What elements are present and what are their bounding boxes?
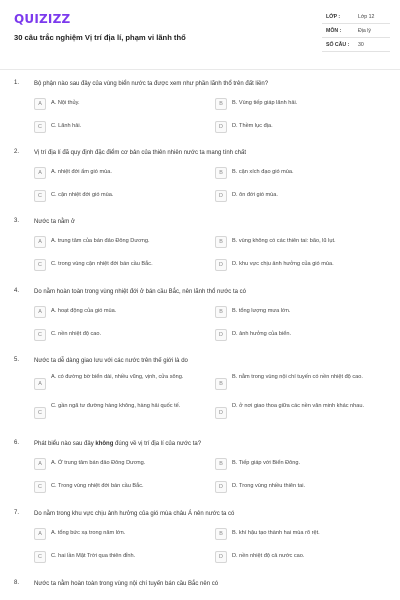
option-text: D. Trong vùng nhiều thiên tai.	[232, 483, 306, 489]
option-a[interactable]	[34, 166, 209, 182]
option-c[interactable]	[34, 120, 209, 136]
option-text: B. khí hậu tạo thành hai mùa rõ rệt.	[232, 530, 320, 536]
option-letter: D	[215, 121, 227, 133]
question-number: 7.	[14, 510, 20, 516]
option-letter: B	[215, 98, 227, 110]
option-letter: D	[215, 407, 227, 419]
option-text: A. Nội thủy.	[51, 100, 80, 106]
option-d[interactable]	[215, 189, 390, 205]
option-text: C. Lãnh hải.	[51, 123, 82, 129]
question-header	[0, 510, 400, 522]
question-number: 1.	[14, 80, 20, 86]
option-letter: C	[34, 551, 46, 563]
question-text: Do nằm trong khu vực chịu ảnh hưởng của gió mùa châu Á nên nước ta có	[34, 511, 235, 517]
option-text: B. Tiếp giáp với Biển Đông.	[232, 460, 301, 466]
option-text: C. nền nhiệt độ cao.	[51, 331, 102, 337]
option-c[interactable]	[34, 258, 209, 274]
option-d[interactable]	[215, 328, 390, 344]
question-number: 3.	[14, 218, 20, 224]
option-letter: B	[215, 306, 227, 318]
question-text: Do nằm hoàn toàn trong vùng nhiệt đới ở bán cầu Bắc, nên lãnh thổ nước ta có	[34, 289, 246, 295]
option-a[interactable]	[34, 372, 209, 396]
option-text: D. Thềm lục địa.	[232, 123, 273, 129]
question-header	[0, 580, 400, 592]
question-number: 6.	[14, 440, 20, 446]
option-letter: C	[34, 259, 46, 271]
option-a[interactable]	[34, 235, 209, 251]
question-header	[0, 288, 400, 300]
question-text: Nước ta nằm hoàn toàn trong vùng nội chí tuyến bán cầu Bắc nên có	[34, 581, 219, 587]
question-text: Vị trí địa lí đã quy định đặc điểm cơ bản của thiên nhiên nước ta mang tính chất	[34, 150, 247, 156]
option-a[interactable]	[34, 305, 209, 321]
header-divider	[0, 69, 400, 70]
option-d[interactable]	[215, 550, 390, 566]
question-text: Nước ta dễ dàng giao lưu với các nước trên thế giới là do	[34, 358, 188, 364]
option-c[interactable]	[34, 401, 209, 425]
option-b[interactable]	[215, 97, 390, 113]
option-letter: D	[215, 190, 227, 202]
page-title: 30 câu trắc nghiệm Vị trí địa lí, phạm vi lãnh thổ	[14, 33, 186, 42]
meta-label: MÔN :	[326, 27, 342, 34]
option-letter: D	[215, 329, 227, 341]
option-letter: B	[215, 236, 227, 248]
option-b[interactable]	[215, 305, 390, 321]
option-text: C. cận nhiệt đới gió mùa.	[51, 192, 114, 198]
question-header	[0, 357, 400, 369]
option-b[interactable]	[215, 235, 390, 251]
option-b[interactable]	[215, 372, 390, 396]
option-text: D. nền nhiệt độ cả nước cao.	[232, 553, 305, 559]
quizizz-logo: QUIZIZZ	[14, 12, 71, 26]
question-header	[0, 440, 400, 452]
option-b[interactable]	[215, 527, 390, 543]
option-text: A. tổng bức xạ trong năm lớn.	[51, 530, 126, 536]
worksheet-meta	[322, 10, 390, 52]
option-text: C. trong vùng cận nhiệt đới bán cầu Bắc.	[51, 261, 153, 267]
question-number: 5.	[14, 357, 20, 363]
option-a[interactable]	[34, 457, 209, 473]
option-c[interactable]	[34, 480, 209, 496]
option-letter: B	[215, 528, 227, 540]
option-d[interactable]	[215, 258, 390, 274]
meta-subject-row	[322, 24, 390, 38]
option-text: D. khu vực chịu ảnh hưởng của gió mùa.	[232, 261, 334, 267]
option-text: B. cận xích đạo gió mùa.	[232, 169, 294, 175]
meta-value: Lớp 12	[358, 13, 375, 20]
option-d[interactable]	[215, 120, 390, 136]
option-letter: D	[215, 481, 227, 493]
question-text: Bộ phận nào sau đây của vùng biển nước ta được xem như phần lãnh thổ trên đất liền?	[34, 81, 269, 87]
option-text: D. ảnh hưởng của biển.	[232, 331, 292, 337]
option-letter: C	[34, 481, 46, 493]
option-letter: A	[34, 378, 46, 390]
question-header	[0, 80, 400, 92]
option-text: B. nằm trong vùng nội chí tuyến có nền nhiệt độ cao.	[232, 374, 363, 380]
option-text: C. hai lần Mặt Trời qua thiên đỉnh.	[51, 553, 136, 559]
option-text: C. gần ngã tư đường hàng không, hàng hải quốc tế.	[51, 403, 181, 409]
option-letter: A	[34, 528, 46, 540]
meta-class-row	[322, 10, 390, 24]
option-letter: A	[34, 236, 46, 248]
option-letter: D	[215, 259, 227, 271]
option-letter: C	[34, 121, 46, 133]
option-letter: C	[34, 190, 46, 202]
option-text: B. tổng lượng mưa lớn.	[232, 308, 291, 314]
question-text-post: đúng về vị trí địa lí của nước ta?	[113, 441, 202, 447]
worksheet-header	[0, 0, 400, 70]
option-letter: C	[34, 407, 46, 419]
option-text: A. nhiệt đới ẩm gió mùa.	[51, 169, 112, 175]
option-letter: A	[34, 167, 46, 179]
question-number: 4.	[14, 288, 20, 294]
option-letter: D	[215, 551, 227, 563]
meta-value: Địa lý	[358, 27, 371, 34]
option-letter: B	[215, 458, 227, 470]
question-text-emphasis: không	[95, 441, 114, 447]
option-letter: A	[34, 458, 46, 470]
question-text	[34, 440, 384, 448]
option-text: D. ở nơi giao thoa giữa các nền văn minh khác nhau.	[232, 403, 365, 409]
question-header	[0, 218, 400, 230]
option-letter: B	[215, 167, 227, 179]
meta-count-row	[322, 38, 390, 52]
question-text-pre: Phát biểu nào sau đây	[34, 441, 96, 447]
option-d[interactable]	[215, 401, 390, 425]
option-c[interactable]	[34, 550, 209, 566]
option-text: C. Trong vùng nhiệt đới bán cầu Bắc.	[51, 483, 144, 489]
option-b[interactable]	[215, 166, 390, 182]
question-number: 2.	[14, 149, 20, 155]
question-header	[0, 149, 400, 161]
question-number: 8.	[14, 580, 20, 586]
option-text: A. trung tâm của bán đảo Đông Dương.	[51, 238, 150, 244]
option-text: D. ôn đới gió mùa.	[232, 192, 278, 198]
option-d[interactable]	[215, 480, 390, 496]
option-text: B. vùng không có các thiên tai: bão, lũ lụt.	[232, 238, 336, 244]
option-letter: A	[34, 98, 46, 110]
option-letter: A	[34, 306, 46, 318]
option-text: B. Vùng tiếp giáp lãnh hải.	[232, 100, 298, 106]
option-a[interactable]	[34, 527, 209, 543]
option-letter: B	[215, 378, 227, 390]
option-text: A. Ở trung tâm bán đảo Đông Dương.	[51, 460, 146, 466]
option-c[interactable]	[34, 189, 209, 205]
meta-value: 30	[358, 41, 364, 48]
meta-label: SỐ CÂU :	[326, 41, 350, 48]
option-b[interactable]	[215, 457, 390, 473]
question-text: Nước ta nằm ở	[34, 219, 75, 225]
option-a[interactable]	[34, 97, 209, 113]
meta-label: LỚP :	[326, 13, 341, 20]
option-letter: C	[34, 329, 46, 341]
option-text: A. hoạt động của gió mùa.	[51, 308, 117, 314]
option-c[interactable]	[34, 328, 209, 344]
option-text: A. có đường bờ biển dài, nhiều vũng, vịnh, cửa sông.	[51, 374, 184, 380]
